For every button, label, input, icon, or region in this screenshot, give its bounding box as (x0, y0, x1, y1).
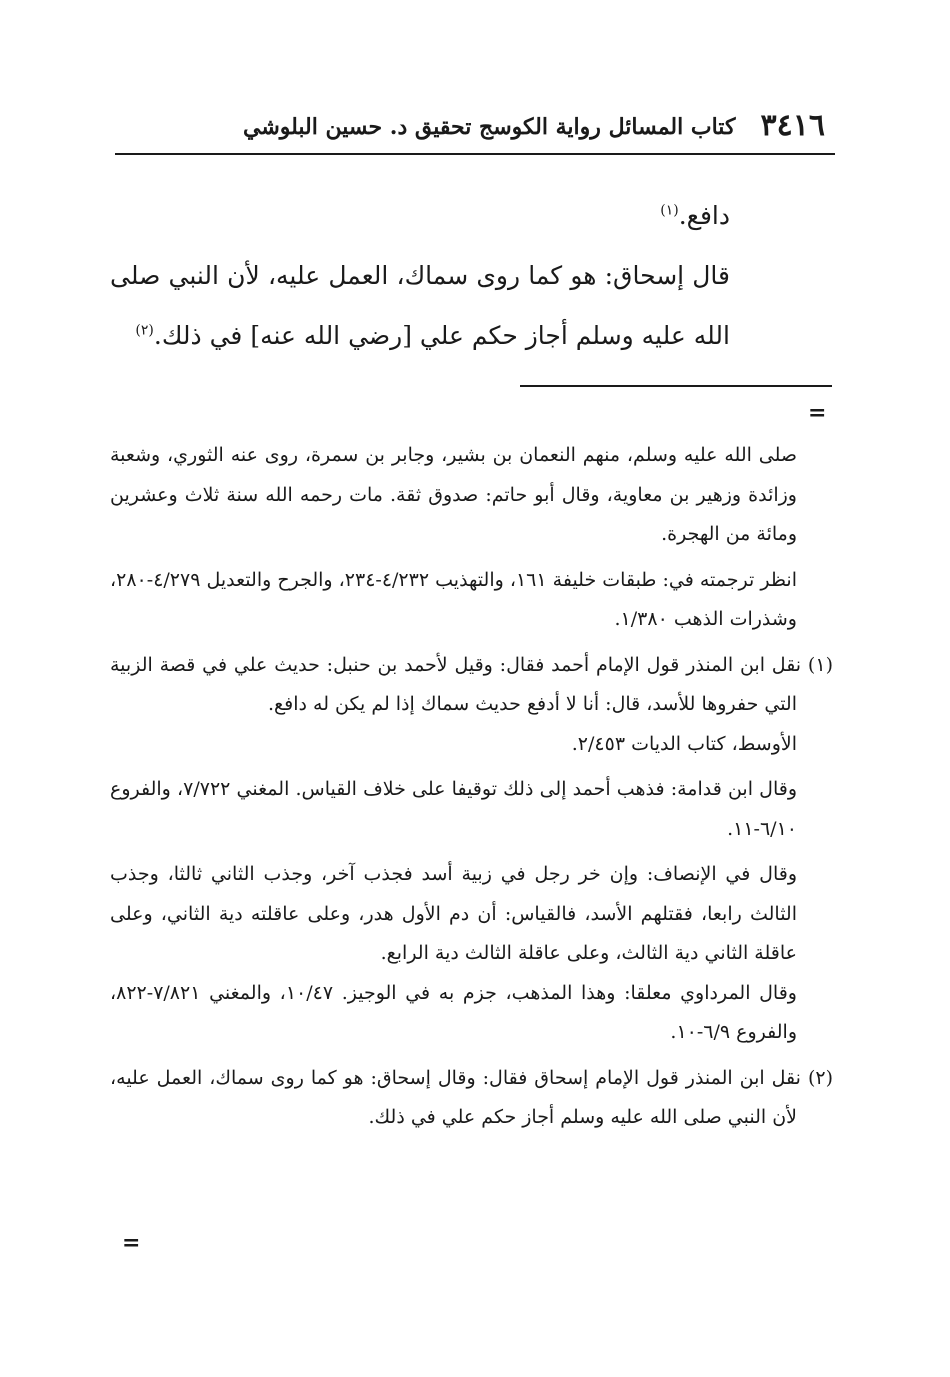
footnote-1-first-paragraph (110, 646, 833, 725)
footnote-1-mardawi: وقال المرداوي معلقا: وهذا المذهب، جزم به في الوجيز. ١٠/٤٧، والمغني ٧/٨٢١-٨٢٢، والفروع ٦/٩-١٠. (110, 981, 797, 1043)
footnotes (110, 436, 833, 1138)
footnote-continued-paragraph: صلى الله عليه وسلم، منهم النعمان بن بشير، وجابر بن سمرة، روى عنه الثوري، وشعبة وزائدة وزهير بن معاوية، وقال أبو حاتم: صدوق ثقة. مات رحمه الله سنة ثلاث وعشرين ومائة من الهجرة. (110, 444, 797, 545)
footnote-1-text: نقل ابن المنذر قول الإمام أحمد فقال: وقيل لأحمد بن حنبل: حديث علي في قصة الزبية التي حفروها للأسد، قال: أنا لا أدفع حديث سماك إذا لم يكن له دافع. (110, 653, 802, 715)
footnote-continued-references: انظر ترجمته في: طبقات خليفة ١٦١، والتهذيب ٤/٢٣٢-٢٣٤، والجرح والتعديل ٤/٢٧٩-٢٨٠، وشذرات الذهب ١/٣٨٠. (110, 568, 797, 630)
footnote-1-source: الأوسط، كتاب الديات ٢/٤٥٣. (571, 732, 797, 755)
continuation-mark-bottom: = (122, 1230, 141, 1256)
footnote-ref-1: (١) (660, 202, 679, 219)
footnote-1-insaf: وقال في الإنصاف: وإن خر رجل في زبية أسد فجذب آخر، وجذب الثاني ثالثا، وجذب الثالث رابعا، فقتلهم الأسد، فالقياس: أن دم الأول هدر، وعلى عاقلته دية الثاني، وعلى عاقلة الثاني دية الثالث، وعلى عاقلة الثالث دية الرابع. (110, 863, 797, 964)
main-paragraph-2-text: قال إسحاق: هو كما روى سماك، العمل عليه، لأن النبي صلى الله عليه وسلم أجاز حكم علي [رضي الله عنه] في ذلك. (110, 261, 730, 350)
running-title: كتاب المسائل رواية الكوسج تحقيق د. حسين البلوشي (243, 114, 736, 140)
footnote-2-number: (٢) (807, 1066, 834, 1089)
main-paragraph-2 (110, 246, 730, 366)
main-text (110, 186, 730, 366)
page-number: ٣٤١٦ (760, 108, 825, 143)
continuation-mark-top: = (808, 400, 827, 426)
main-line-1-text: دافع. (678, 201, 730, 230)
footnote-2-text: نقل ابن المنذر قول الإمام إسحاق فقال: وقال إسحاق: هو كما روى سماك، العمل عليه، لأن النبي صلى الله عليه وسلم أجاز حكم علي في ذلك. (110, 1066, 801, 1128)
header-rule (115, 153, 835, 155)
main-line-1 (110, 186, 730, 246)
footnote-ref-2: (٢) (135, 322, 154, 339)
footnote-1-ibn-qudama: وقال ابن قدامة: فذهب أحمد إلى ذلك توقيفا على خلاف القياس. المغني ٧/٧٢٢، والفروع ٦/١٠-١١. (110, 778, 797, 840)
footnote-2-paragraph (110, 1059, 833, 1138)
footnote-1-number: (١) (807, 653, 833, 676)
footnote-separator (520, 385, 832, 387)
page-header (115, 108, 835, 154)
